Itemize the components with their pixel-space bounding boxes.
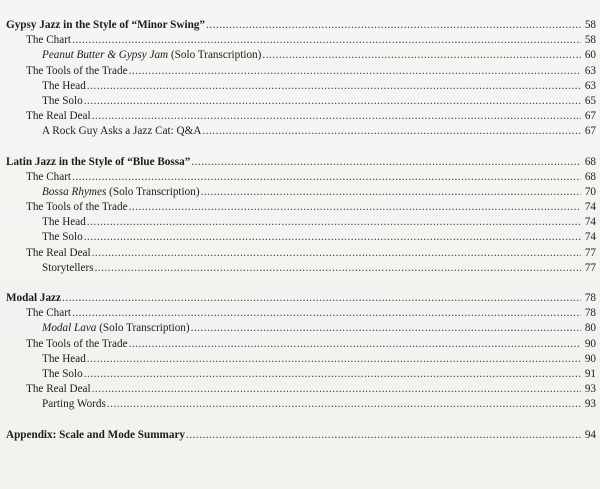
leader-dots [191,155,581,170]
entry-title: The Real Deal [26,383,91,396]
entry-title-rest: (Solo Transcription) [168,49,262,62]
leader-dots [186,428,581,443]
entry-title [42,185,200,200]
entry-title: Storytellers [42,261,94,274]
entry-title: The Head [42,216,86,229]
entry-page: 74 [584,201,596,214]
leader-dots [87,352,581,367]
leader-dots [95,261,581,276]
entry-title [42,321,190,336]
leader-dots [262,48,581,63]
toc-entry[interactable] [6,246,596,261]
entry-title: The Solo [42,231,83,244]
toc-entry-heading[interactable] [6,291,596,306]
toc-entry[interactable] [6,352,596,367]
leader-dots [84,94,581,109]
toc-entry-heading[interactable] [6,155,596,170]
entry-page: 58 [584,34,596,47]
entry-page: 90 [584,352,596,365]
leader-dots [129,337,581,352]
toc-entry[interactable] [6,79,596,94]
entry-title: The Chart [26,34,72,47]
entry-page: 74 [584,216,596,229]
toc-entry[interactable] [6,33,596,48]
entry-page: 67 [584,125,596,138]
entry-page: 78 [584,292,596,304]
toc-section-latin-jazz [6,155,596,277]
leader-dots [202,124,581,139]
entry-page: 77 [584,261,596,274]
entry-title: The Chart [26,170,72,183]
leader-dots [92,109,581,124]
entry-title: Gypsy Jazz in the Style of “Minor Swing” [6,19,205,31]
leader-dots [84,367,581,382]
entry-page: 58 [584,19,596,31]
entry-page: 80 [584,322,596,335]
toc-entry-heading[interactable] [6,428,596,443]
toc-entry[interactable] [6,170,596,185]
toc-entry[interactable] [6,215,596,230]
entry-title: A Rock Guy Asks a Jazz Cat: Q&A [42,125,202,138]
leader-dots [62,291,581,306]
section-spacer [6,276,596,291]
leader-dots [92,246,581,261]
entry-title: The Head [42,352,86,365]
leader-dots [129,64,581,79]
entry-title: The Head [42,79,86,92]
toc-entry[interactable] [6,367,596,382]
entry-title: The Real Deal [26,246,91,259]
entry-title: The Tools of the Trade [26,337,128,350]
entry-page: 65 [584,94,596,107]
section-spacer [6,140,596,155]
toc-entry[interactable] [6,261,596,276]
leader-dots [84,230,581,245]
entry-page: 67 [584,110,596,123]
entry-title: Parting Words [42,398,106,411]
entry-title-italic: Peanut Butter & Gypsy Jam [42,49,169,62]
toc-entry[interactable] [6,337,596,352]
toc-entry[interactable] [6,185,596,200]
leader-dots [72,33,581,48]
leader-dots [191,321,581,336]
leader-dots [72,306,581,321]
entry-title: The Solo [42,94,83,107]
leader-dots [92,382,581,397]
leader-dots [107,397,581,412]
entry-page: 94 [584,428,596,441]
toc-entry[interactable] [6,200,596,215]
table-of-contents [6,18,596,443]
entry-page: 90 [584,337,596,350]
leader-dots [201,185,581,200]
entry-page: 63 [584,64,596,77]
toc-entry[interactable] [6,94,596,109]
toc-entry[interactable] [6,321,596,336]
entry-title-italic: Bossa Rhymes [42,185,107,198]
entry-page: 60 [584,49,596,62]
leader-dots [206,18,581,33]
entry-page: 74 [584,231,596,244]
toc-entry[interactable] [6,306,596,321]
entry-page: 70 [584,185,596,198]
leader-dots [87,79,581,94]
toc-section-appendix [6,428,596,443]
entry-title: Appendix: Scale and Mode Summary [6,428,186,441]
toc-entry[interactable] [6,64,596,79]
entry-title-rest: (Solo Transcription) [106,185,200,198]
toc-entry[interactable] [6,48,596,63]
entry-title: The Tools of the Trade [26,64,128,77]
entry-page: 68 [584,155,596,168]
entry-title [42,48,261,63]
leader-dots [87,215,581,230]
entry-page: 77 [584,246,596,259]
entry-title-italic: Modal Lava [42,322,97,335]
toc-entry[interactable] [6,397,596,412]
toc-entry[interactable] [6,109,596,124]
entry-page: 78 [584,307,596,320]
entry-page: 93 [584,398,596,411]
section-spacer [6,413,596,428]
toc-entry-heading[interactable] [6,18,596,33]
entry-page: 93 [584,383,596,396]
entry-title: The Tools of the Trade [26,201,128,214]
entry-title: The Chart [26,307,72,320]
entry-title: Modal Jazz [6,292,61,304]
entry-page: 63 [584,79,596,92]
entry-title-rest: (Solo Transcription) [96,322,190,335]
toc-entry[interactable] [6,124,596,139]
leader-dots [129,200,581,215]
toc-entry[interactable] [6,230,596,245]
toc-section-gypsy-jazz [6,18,596,140]
entry-page: 68 [584,170,596,183]
leader-dots [72,170,581,185]
entry-title: The Solo [42,367,83,380]
entry-title: The Real Deal [26,110,91,123]
toc-section-modal-jazz [6,291,596,413]
entry-title: Latin Jazz in the Style of “Blue Bossa” [6,155,191,168]
toc-entry[interactable] [6,382,596,397]
entry-page: 91 [584,367,596,380]
